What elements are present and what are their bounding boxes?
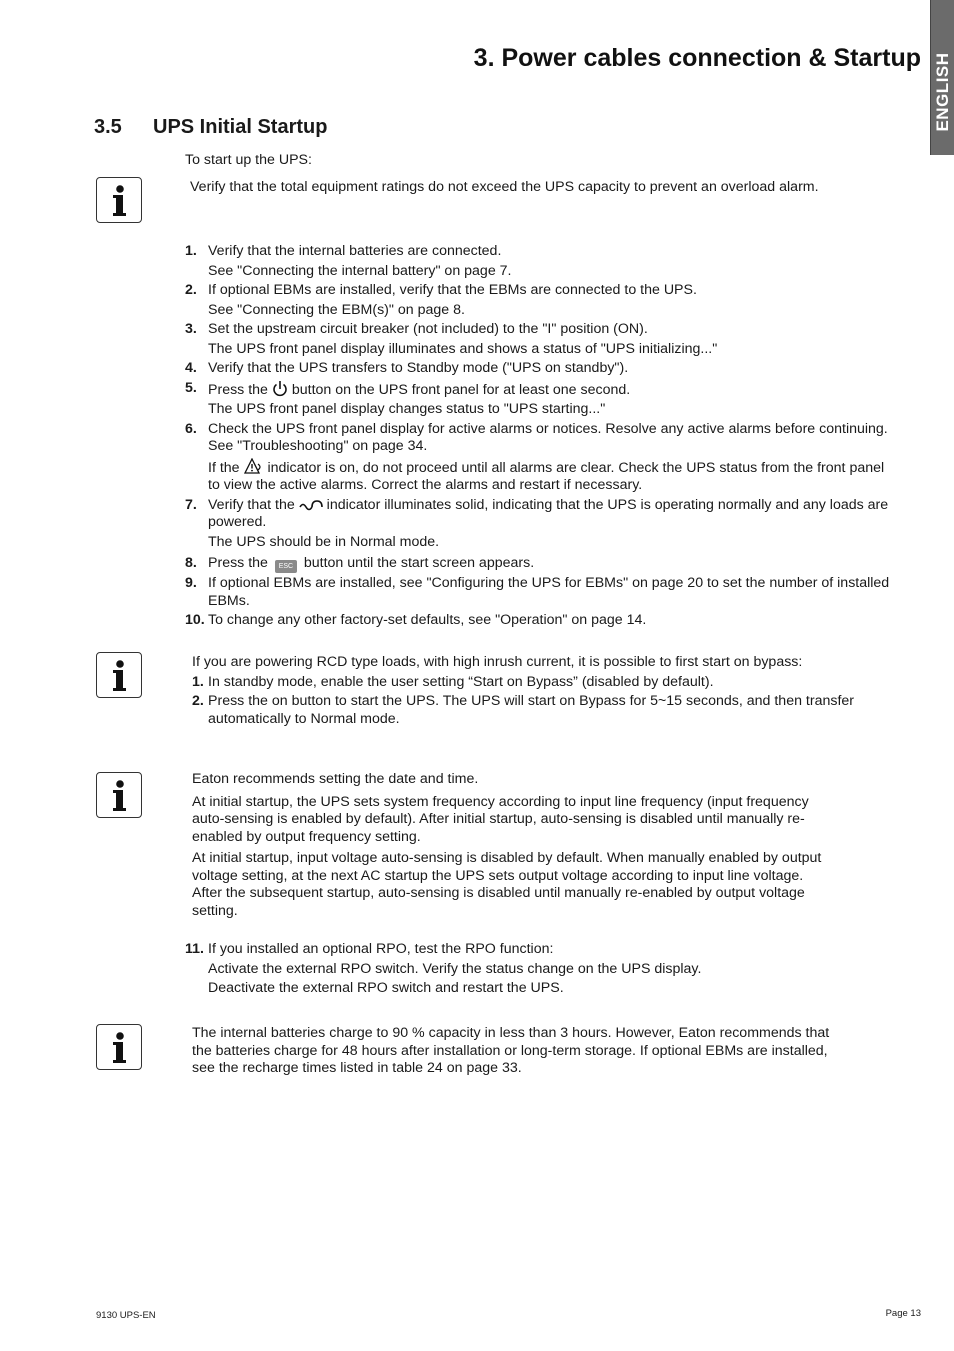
- info-icon: [96, 177, 142, 223]
- power-icon: [272, 380, 288, 397]
- note-overload-text: Verify that the total equipment ratings do not exceed the UPS capacity to prevent an overload alarm.: [190, 179, 819, 195]
- list-item: [192, 693, 872, 728]
- list-item: [185, 421, 898, 495]
- intro-text: To start up the UPS:: [185, 152, 312, 168]
- list-item: [185, 941, 898, 998]
- note-paragraph: Eaton recommends setting the date and time.: [192, 771, 479, 787]
- step-subtext: The UPS front panel display illuminates and shows a status of "UPS initializing...": [208, 340, 718, 357]
- step-subtext: The UPS front panel display changes status to "UPS starting...": [208, 401, 606, 417]
- note-date-time: [192, 771, 824, 920]
- step-text: Check the UPS front panel display for active alarms or notices. Resolve any active alarms before continuing. See "Troubleshooting" on page 34.: [208, 420, 888, 454]
- note-item-number: 1.: [192, 673, 204, 690]
- note-paragraph: At initial startup, input voltage auto-sensing is disabled by default. When manually enabled by output voltage setting, at the next AC startup the UPS sets output voltage according to input line voltage. After the subsequent startup, auto-sensing is disabled until manually re-enabled by output voltage setting.: [192, 850, 822, 919]
- step-number: 3.: [185, 321, 197, 337]
- step-text-post: button until the start screen appears.: [303, 555, 535, 571]
- alarm-warning-icon: [244, 458, 264, 475]
- list-item: [185, 243, 898, 280]
- step-subtext: Deactivate the external RPO switch and restart the UPS.: [208, 980, 564, 996]
- language-tab: [930, 0, 954, 155]
- list-item: [185, 612, 898, 630]
- step-text-pre: Press the: [208, 381, 268, 398]
- footer-page-number: Page 13: [885, 1308, 921, 1319]
- list-item: [185, 575, 898, 610]
- list-item: [185, 360, 898, 378]
- step-text: Verify that the UPS transfers to Standby mode ("UPS on standby").: [208, 360, 629, 376]
- note-item-text: Press the on button to start the UPS. The UPS will start on Bypass for 5~15 seconds, and then transfer automatically to Normal mode.: [208, 693, 855, 727]
- section-title: UPS Initial Startup: [153, 116, 328, 138]
- esc-key-icon: ESC: [275, 560, 297, 573]
- startup-steps: [185, 243, 898, 630]
- section-number: 3.5: [94, 116, 122, 138]
- step-text: To change any other factory-set defaults, see "Operation" on page 14.: [208, 612, 647, 628]
- step-subtext: Activate the external RPO switch. Verify the status change on the UPS display.: [208, 960, 702, 977]
- step-subtext-pre: If the: [208, 459, 240, 476]
- step-number: 4.: [185, 360, 197, 376]
- step-subtext-post: indicator is on, do not proceed until all alarms are clear. Check the UPS status from the front panel to view the active alarms. Correct the alarms and restart if necessary.: [208, 459, 885, 493]
- note-item-text: In standby mode, enable the user setting “Start on Bypass” (disabled by default).: [208, 673, 714, 690]
- step-11: [185, 941, 898, 998]
- step-text-pre: Press the: [208, 555, 268, 571]
- chapter-title: 3. Power cables connection & Startup: [473, 44, 921, 72]
- info-icon: [96, 652, 142, 698]
- step-number: 10.: [185, 612, 205, 628]
- step-number: 6.: [185, 420, 197, 437]
- info-icon: [96, 1024, 142, 1070]
- step-number: 8.: [185, 555, 197, 571]
- note-rcd-intro: If you are powering RCD type loads, with high inrush current, it is possible to first start on bypass:: [192, 654, 803, 670]
- list-item: [192, 674, 872, 692]
- note-battery-charge: The internal batteries charge to 90 % capacity in less than 3 hours. However, Eaton recommends that the batteries charge for 48 hours after installation or long-term storage. If optional EBMs are installed, see the recharge times listed in table 24 on page 33.: [192, 1025, 830, 1076]
- step-number: 9.: [185, 575, 197, 591]
- section-heading: [94, 116, 327, 139]
- list-item: [185, 380, 898, 419]
- step-text-post: button on the UPS front panel for at least one second.: [291, 381, 631, 398]
- step-text: If optional EBMs are installed, see "Configuring the UPS for EBMs" on page 20 to set the number of installed EBMs.: [208, 575, 890, 609]
- step-subtext: See "Connecting the internal battery" on page 7.: [208, 262, 512, 279]
- note-item-number: 2.: [192, 693, 204, 709]
- list-item: [185, 321, 898, 358]
- note-paragraph: At initial startup, the UPS sets system frequency according to input line frequency (input frequency auto-sensing is enabled by default). After initial startup, auto-sensing is disabled until manually re-enabled by output frequency setting.: [192, 793, 809, 845]
- step-text-pre: Verify that the: [208, 496, 295, 513]
- list-item: [185, 497, 898, 552]
- step-text: If optional EBMs are installed, verify that the EBMs are connected to the UPS.: [208, 282, 697, 298]
- normal-mode-icon: [299, 498, 323, 512]
- list-item: [185, 555, 898, 573]
- note-rcd: [192, 654, 872, 728]
- step-subtext: The UPS should be in Normal mode.: [208, 533, 440, 550]
- step-text: Verify that the internal batteries are connected.: [208, 243, 502, 259]
- step-number: 7.: [185, 496, 197, 513]
- footer-doc-id: 9130 UPS-EN: [96, 1310, 156, 1321]
- step-subtext: See "Connecting the EBM(s)" on page 8.: [208, 301, 465, 318]
- step-text-post: indicator illuminates solid, indicating that the UPS is operating normally and any loads are powered.: [208, 496, 889, 530]
- step-number: 2.: [185, 282, 197, 298]
- step-number: 11.: [185, 941, 204, 957]
- step-number: 5.: [185, 379, 197, 396]
- step-text: Set the upstream circuit breaker (not included) to the "I" position (ON).: [208, 321, 648, 337]
- step-number: 1.: [185, 243, 197, 259]
- step-text: If you installed an optional RPO, test the RPO function:: [208, 941, 554, 957]
- list-item: [185, 282, 898, 319]
- info-icon: [96, 772, 142, 818]
- language-tab-label: ENGLISH: [932, 52, 952, 132]
